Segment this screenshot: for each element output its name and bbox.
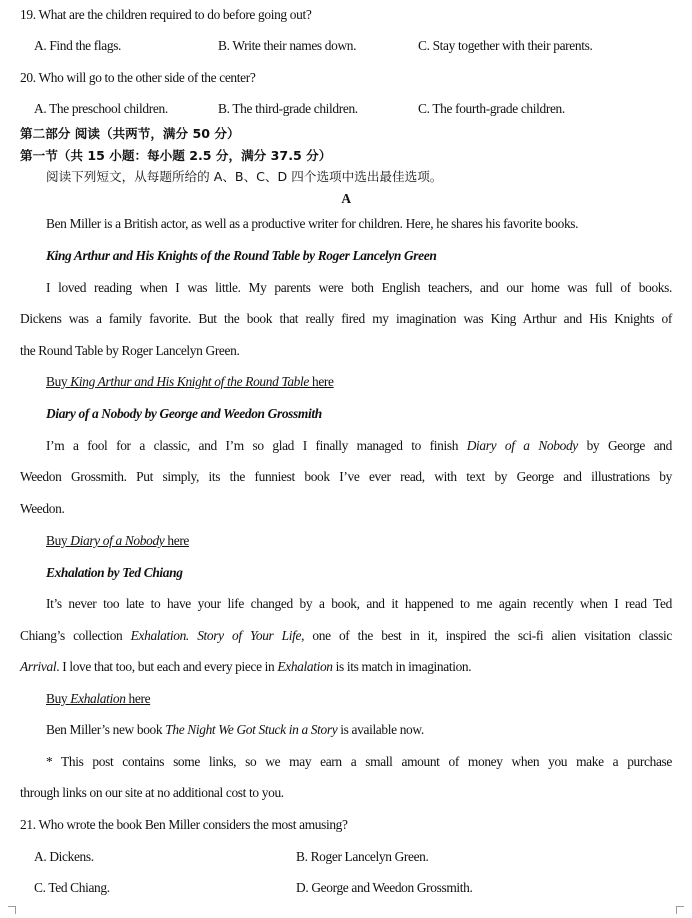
book-3-para-line-3 (20, 657, 672, 677)
text-run: Chiang’s collection (20, 628, 131, 643)
buy-link-title[interactable]: Exhalation (70, 691, 126, 706)
new-book-note (46, 720, 672, 740)
disclaimer-line-1: * This post contains some links, so we may earn a small amount of money when you make a purchase (46, 754, 672, 769)
question-19-options (34, 36, 672, 56)
section-1-heading: 第一节（共 15 小题：每小题 2.5 分，满分 37.5 分） (20, 148, 332, 163)
q20-option-a: A. The preschool children. (34, 101, 168, 116)
text-run: by George and (577, 438, 672, 453)
book-3-buy-link[interactable] (46, 689, 672, 709)
book-title-italic: Arrival (20, 659, 57, 674)
q21-option-c: C. Ted Chiang. (34, 880, 110, 895)
book-1-para-line-2: Dickens was a family favorite. But the book that really fired my imagination was King Arthur and His Knights of (20, 311, 672, 326)
text-run: . I love that too, but each and every piece in (56, 659, 278, 674)
book-3-para-line-2 (20, 626, 672, 646)
text-run: I’m a fool for a classic, and I’m so glad I finally managed to finish (46, 438, 467, 453)
passage-label: A (341, 191, 351, 206)
crop-mark-bottom-left (8, 906, 16, 914)
buy-link-title[interactable]: King Arthur and His Knight of the Round Table (70, 374, 309, 389)
q21-option-d: D. George and Weedon Grossmith. (296, 880, 473, 895)
buy-link-suffix[interactable]: here (164, 533, 190, 548)
book-2-para-line-1 (46, 436, 672, 456)
buy-link-prefix[interactable]: Buy (46, 374, 71, 389)
q19-option-b: B. Write their names down. (218, 38, 357, 53)
book-2-para-line-2: Weedon Grossmith. Put simply, its the funniest book I’ve ever read, with text by George and illustrations by (20, 469, 672, 484)
question-20: 20. Who will go to the other side of the center? (20, 70, 256, 85)
question-19: 19. What are the children required to do before going out? (20, 7, 312, 22)
q20-option-c: C. The fourth-grade children. (418, 101, 565, 116)
book-title-italic: Exhalation (277, 659, 333, 674)
q19-option-a: A. Find the flags. (34, 38, 122, 53)
q21-option-b: B. Roger Lancelyn Green. (296, 849, 429, 864)
text-run: Ben Miller’s new book (46, 722, 166, 737)
crop-mark-bottom-right (676, 906, 684, 914)
question-21-options-row-1 (34, 847, 672, 867)
q21-option-a: A. Dickens. (34, 849, 94, 864)
disclaimer-line-2: through links on our site at no additional cost to you. (20, 785, 284, 800)
buy-link-suffix[interactable]: here (308, 374, 334, 389)
q19-option-c: C. Stay together with their parents. (418, 38, 593, 53)
book-title-italic: Exhalation. Story of Your Life (130, 628, 302, 643)
buy-link-prefix[interactable]: Buy (46, 533, 71, 548)
book-2-title: Diary of a Nobody by George and Weedon Grossmith (46, 406, 322, 421)
question-21-options-row-2 (34, 878, 672, 898)
book-2-buy-link[interactable] (46, 531, 672, 551)
passage-intro: Ben Miller is a British actor, as well as a productive writer for children. Here, he shares his favorite books. (46, 216, 579, 231)
question-20-options (34, 99, 672, 119)
question-21: 21. Who wrote the book Ben Miller considers the most amusing? (20, 817, 348, 832)
book-1-buy-link[interactable] (46, 372, 672, 392)
book-1-para-line-3: the Round Table by Roger Lancelyn Green. (20, 343, 240, 358)
text-run: , one of the best in it, inspired the sci-fi alien visitation classic (301, 628, 672, 643)
buy-link-prefix[interactable]: Buy (46, 691, 71, 706)
part-2-heading: 第二部分 阅读（共两节，满分 50 分） (20, 126, 240, 141)
book-3-para-line-1: It’s never too late to have your life changed by a book, and it happened to me again recently when I read Ted (46, 596, 672, 611)
text-run: is its match in imagination. (332, 659, 472, 674)
book-1-para-line-1: I loved reading when I was little. My parents were both English teachers, and our home was full of books. (46, 280, 672, 295)
book-2-para-line-3: Weedon. (20, 501, 65, 516)
book-title-italic: Diary of a Nobody (466, 438, 578, 453)
text-run: is available now. (337, 722, 424, 737)
book-1-title: King Arthur and His Knights of the Round Table by Roger Lancelyn Green (46, 248, 437, 263)
buy-link-suffix[interactable]: here (125, 691, 151, 706)
reading-instructions: 阅读下列短文，从每题所给的 A、B、C、D 四个选项中选出最佳选项。 (46, 169, 443, 184)
buy-link-title[interactable]: Diary of a Nobody (70, 533, 165, 548)
book-3-title: Exhalation by Ted Chiang (46, 565, 183, 580)
q20-option-b: B. The third-grade children. (218, 101, 358, 116)
book-title-italic: The Night We Got Stuck in a Story (165, 722, 338, 737)
